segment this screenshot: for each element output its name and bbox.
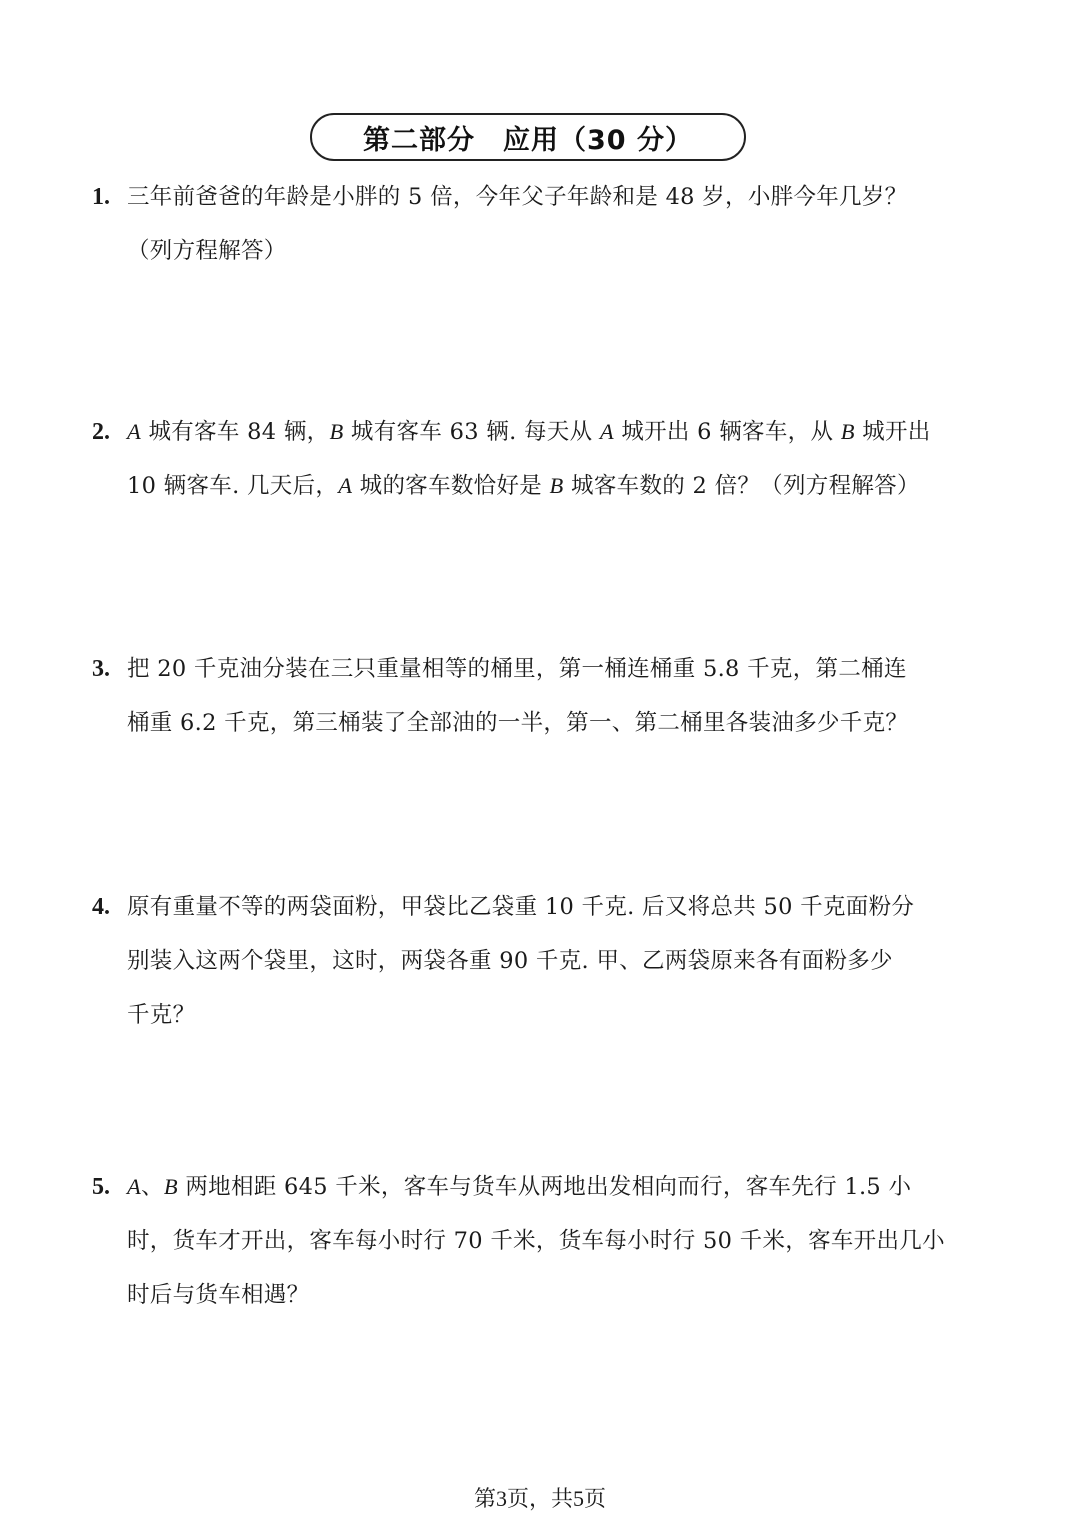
- question-number: 3.: [92, 656, 110, 682]
- question-text-line: 原有重量不等的两袋面粉，甲袋比乙袋重 10 千克. 后又将总共 50 千克面粉分: [127, 894, 915, 920]
- question-text-line: 千克？: [127, 1002, 196, 1028]
- question-text-line: 桶重 6.2 千克，第三桶装了全部油的一半，第一、第二桶里各装油多少千克？: [127, 710, 909, 736]
- question-text-line: 别装入这两个袋里，这时，两袋各重 90 千克. 甲、乙两袋原来各有面粉多少: [127, 948, 893, 974]
- question-text-line: 时后与货车相遇？: [127, 1282, 310, 1308]
- question-5: [92, 1160, 992, 1322]
- question-text-line: （列方程解答）: [127, 238, 287, 264]
- question-1: [92, 170, 992, 278]
- question-4: [92, 880, 992, 1042]
- question-text-line: 10 辆客车. 几天后，A 城的客车数恰好是 B 城客车数的 2 倍？（列方程解答）: [127, 473, 920, 499]
- question-text-line: 三年前爸爸的年龄是小胖的 5 倍，今年父子年龄和是 48 岁，小胖今年几岁？: [127, 184, 908, 210]
- question-number: 5.: [92, 1174, 110, 1200]
- question-text-line: 把 20 千克油分装在三只重量相等的桶里，第一桶连桶重 5.8 千克，第二桶连: [127, 656, 907, 682]
- section-title: 第二部分 应用（30 分）: [363, 124, 693, 156]
- section-header: [310, 113, 746, 161]
- question-number: 1.: [92, 184, 110, 210]
- question-number: 4.: [92, 894, 110, 920]
- question-text-line: A 城有客车 84 辆，B 城有客车 63 辆. 每天从 A 城开出 6 辆客车，从 B 城开出: [127, 419, 931, 445]
- question-2: [92, 405, 992, 513]
- question-text-line: 时，货车才开出，客车每小时行 70 千米，货车每小时行 50 千米，客车开出几小: [127, 1228, 945, 1254]
- question-3: [92, 642, 992, 750]
- question-number: 2.: [92, 419, 110, 445]
- question-text-line: A、B 两地相距 645 千米，客车与货车从两地出发相向而行，客车先行 1.5 小: [127, 1174, 912, 1200]
- page-footer: 第3页，共5页: [473, 1486, 606, 1511]
